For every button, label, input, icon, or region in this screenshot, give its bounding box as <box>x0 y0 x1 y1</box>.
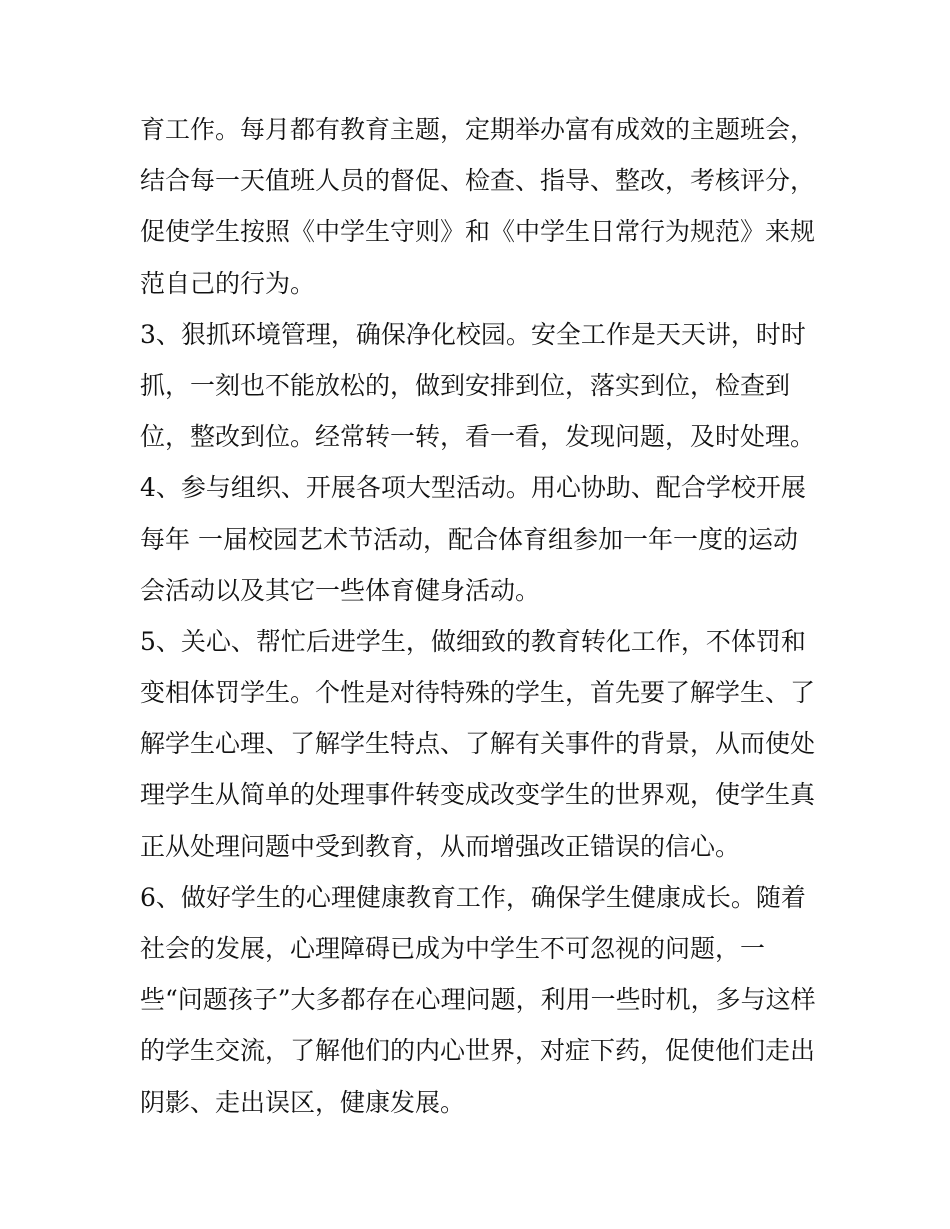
text-line: 会活动以及其它一些体育健身活动。 <box>140 575 541 605</box>
text-line: 范自己的行为。 <box>140 268 316 298</box>
text-line: 社会的发展，心理障碍已成为中学生不可忽视的问题，一 <box>140 934 766 963</box>
text-line: 解学生心理、了解学生特点、了解有关事件的背景，从而使处 <box>140 729 816 759</box>
text-line: 理学生从简单的处理事件转变成改变学生的世界观，使学生真 <box>140 780 816 810</box>
text-line: 育工作。每月都有教育主题，定期举办富有成效的主题班会， <box>140 115 816 144</box>
text-line: 促使学生按照《中学生守则》和《中学生日常行为规范》来规 <box>140 217 816 247</box>
text-line: 4、参与组织、开展各项大型活动。用心协助、配合学校开展 <box>140 473 806 503</box>
text-line: 阴影、走出误区，健康发展。 <box>140 1087 466 1117</box>
text-line: 的学生交流，了解他们的内心世界，对症下药，促使他们走出 <box>140 1036 816 1066</box>
text-line: 结合每一天值班人员的督促、检查、指导、整改，考核评分， <box>140 166 816 196</box>
text-line: 3、狠抓环境管理，确保净化校园。安全工作是天天讲，时时 <box>140 319 806 349</box>
text-line: 抓，一刻也不能放松的，做到安排到位，落实到位，检查到 <box>140 370 791 400</box>
text-line: 每年 一届校园艺术节活动，配合体育组参加一年一度的运动 <box>140 524 798 554</box>
text-line: 5、关心、帮忙后进学生，做细致的教育转化工作，不体罚和 <box>140 626 806 656</box>
text-line: 变相体罚学生。个性是对待特殊的学生，首先要了解学生、了 <box>140 678 816 708</box>
text-line: 正从处理问题中受到教育，从而增强改正错误的信心。 <box>140 831 741 861</box>
text-line: 6、做好学生的心理健康教育工作，确保学生健康成长。随着 <box>140 882 806 912</box>
text-line: 位，整改到位。经常转一转，看一看，发现问题，及时处理。 <box>140 422 816 452</box>
body-text <box>140 104 830 1128</box>
text-line: 些“问题孩子”大多都存在心理问题，利用一些时机，多与这样 <box>140 985 816 1015</box>
